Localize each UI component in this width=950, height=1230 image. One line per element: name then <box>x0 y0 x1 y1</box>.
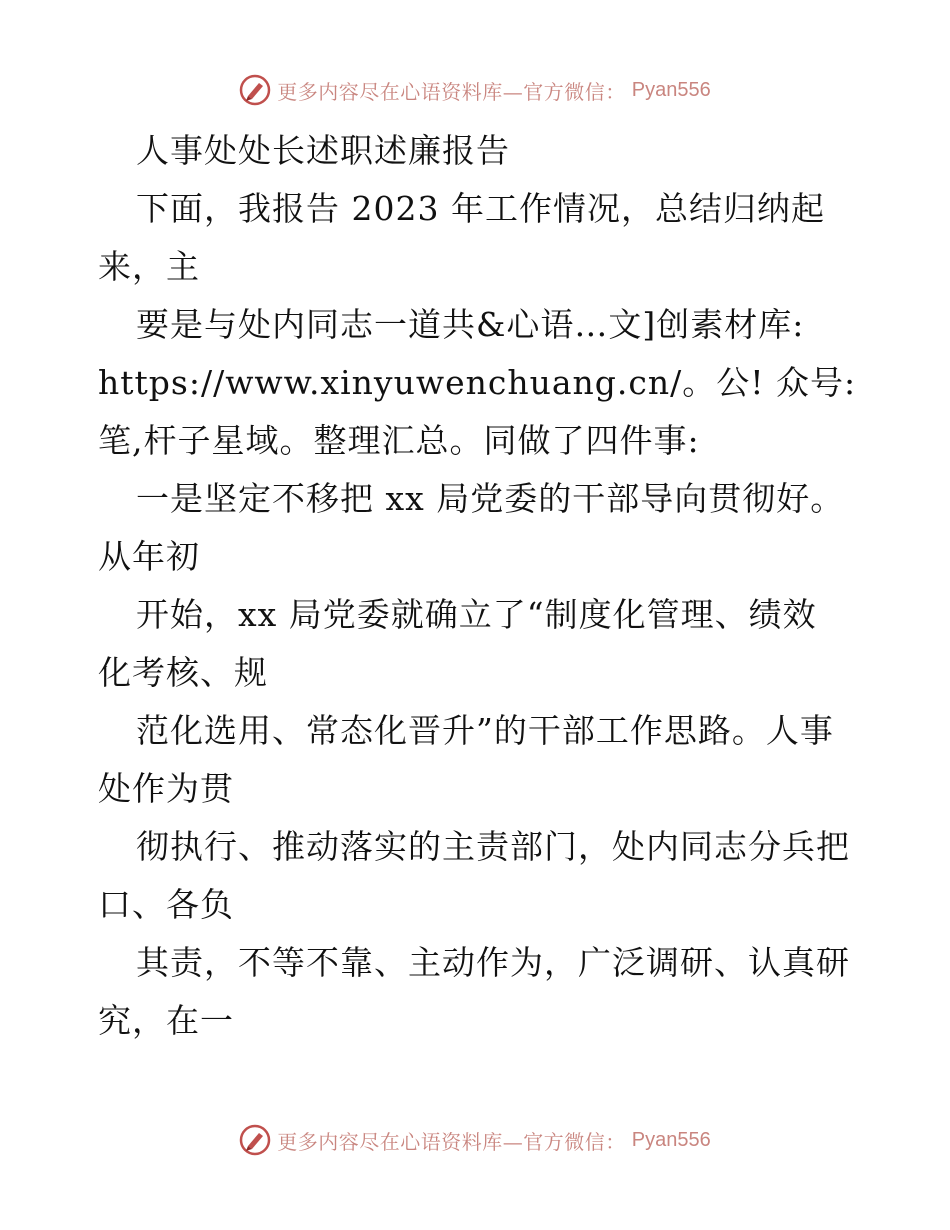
text-line: 笔,杆子星域。整理汇总。同做了四件事: <box>98 421 700 460</box>
header-watermark <box>0 70 950 110</box>
text-line: 开始，xx 局党委就确立了“制度化管理、绩效 <box>136 595 817 634</box>
text-line: 下面，我报告 2023 年工作情况，总结归纳起 <box>136 189 825 228</box>
footer-watermark <box>0 1120 950 1160</box>
text-line: 化考核、规 <box>98 653 268 692</box>
text-line: 从年初 <box>98 537 200 576</box>
text-line: 处作为贯 <box>98 769 234 808</box>
text-line: 来，主 <box>98 247 200 286</box>
document-title: 人事处处长述职述廉报告 <box>136 131 510 170</box>
pen-logo-icon <box>239 1124 271 1156</box>
text-line: 要是与处内同志一道共&心语…文]创素材库: <box>136 305 805 344</box>
text-line: 彻执行、推动落实的主责部门，处内同志分兵把 <box>136 827 850 866</box>
watermark-text: 更多内容尽在心语资料库—官方微信： <box>277 79 626 104</box>
text-line: 其责，不等不靠、主动作为，广泛调研、认真研 <box>136 943 850 982</box>
document-body <box>98 122 858 1050</box>
text-line: 范化选用、常态化晋升”的干部工作思路。人事 <box>136 711 834 750</box>
text-line: https://www.xinyuwenchuang.cn/。公! 众号: <box>98 363 857 402</box>
pen-logo-icon <box>239 74 271 106</box>
watermark-wechat-id: Pyan556 <box>631 1128 711 1151</box>
watermark-text: 更多内容尽在心语资料库—官方微信： <box>277 1129 626 1154</box>
text-line: 一是坚定不移把 xx 局党委的干部导向贯彻好。 <box>136 479 845 518</box>
watermark-wechat-id: Pyan556 <box>631 78 711 101</box>
text-line: 口、各负 <box>98 885 234 924</box>
text-line: 究，在一 <box>98 1001 234 1040</box>
